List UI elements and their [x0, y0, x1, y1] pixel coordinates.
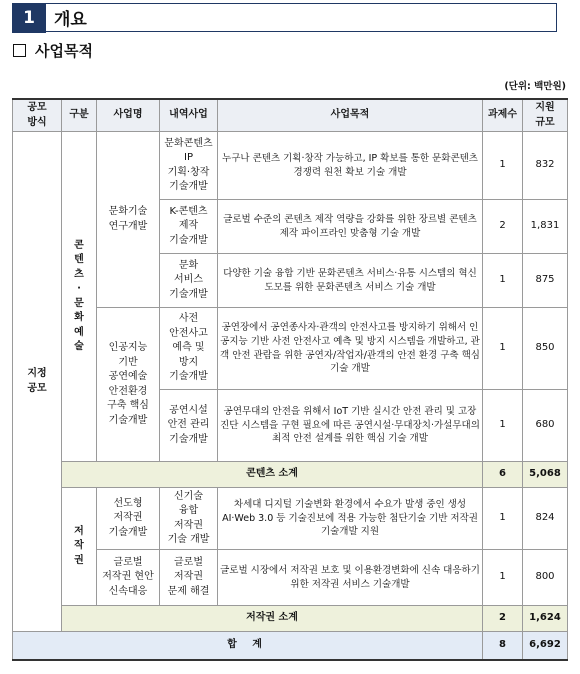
- grand-total-row: [13, 632, 568, 660]
- subtotal-amount: 1,624: [523, 606, 568, 632]
- purpose-cell: 누구나 콘텐츠 기획·창작 가능하고, IP 확보를 통한 문화콘텐츠 경쟁력 원천 확보 기술 개발: [218, 132, 483, 200]
- header-method: 공모 방식: [13, 99, 62, 132]
- subtotal-row: [13, 606, 568, 632]
- total-count: 8: [483, 632, 523, 660]
- purpose-cell: 공연장에서 공연종사자·관객의 안전사고를 방지하기 위해서 인공지능 기반 사전 안전사고 예측 및 방지 시스템을 개발하고, 관객 안전 관람을 위한 공연자/작업자/관객의 안전 환경 구축 핵심기술 개발: [218, 308, 483, 390]
- count-cell: 1: [483, 390, 523, 462]
- count-cell: 1: [483, 308, 523, 390]
- project-cell: 글로벌 저작권 현안 신속대응: [97, 550, 160, 606]
- detail-cell: 글로벌 저작권 문제 해결: [160, 550, 218, 606]
- count-cell: 1: [483, 132, 523, 200]
- amount-cell: 680: [523, 390, 568, 462]
- amount-cell: 832: [523, 132, 568, 200]
- unit-label: (단위: 백만원): [504, 81, 566, 92]
- amount-cell: 1,831: [523, 200, 568, 254]
- amount-cell: 875: [523, 254, 568, 308]
- section-header: [12, 3, 557, 33]
- table-row: [13, 132, 568, 200]
- detail-cell: 공연시설 안전 관리 기술개발: [160, 390, 218, 462]
- purpose-cell: 공연무대의 안전을 위해서 IoT 기반 실시간 안전 관리 및 고장 진단 시스템을 구현 필요에 따른 공연시설·무대장치·가설무대의 최적 안전 설계를 위한 핵심 기술 개발: [218, 390, 483, 462]
- header-count: 과제수: [483, 99, 523, 132]
- subsection-title: 사업목적: [35, 42, 93, 60]
- subsection-heading: [13, 40, 93, 61]
- category-copyright: 저 작 권: [62, 488, 97, 606]
- total-label: 합 계: [13, 632, 483, 660]
- table-header-row: [13, 99, 568, 132]
- purpose-table: [12, 98, 568, 661]
- header-amount: 지원 규모: [523, 99, 568, 132]
- section-title: 개요: [46, 3, 557, 32]
- header-detail: 내역사업: [160, 99, 218, 132]
- detail-cell: 사전 안전사고 예측 및 방지 기술개발: [160, 308, 218, 390]
- table-row: [13, 308, 568, 390]
- category-content: 콘 텐 츠 · 문 화 예 술: [62, 132, 97, 462]
- subtotal-label: 콘텐츠 소계: [62, 462, 483, 488]
- subtotal-row: [13, 462, 568, 488]
- project-cell: 인공지능 기반 공연예술 안전환경 구축 핵심 기술개발: [97, 308, 160, 462]
- detail-cell: K-콘텐츠 제작 기술개발: [160, 200, 218, 254]
- count-cell: 2: [483, 200, 523, 254]
- project-cell: 선도형 저작권 기술개발: [97, 488, 160, 550]
- purpose-cell: 차세대 디지털 기술변화 환경에서 수요가 발생 중인 생성AI·Web 3.0 등 기술진보에 적용 가능한 첨단기술 기반 저작권 기술개발 지원: [218, 488, 483, 550]
- detail-cell: 신기술 융합 저작권 기술 개발: [160, 488, 218, 550]
- table-row: [13, 550, 568, 606]
- subtotal-count: 2: [483, 606, 523, 632]
- header-category: 구분: [62, 99, 97, 132]
- total-amount: 6,692: [523, 632, 568, 660]
- header-project: 사업명: [97, 99, 160, 132]
- count-cell: 1: [483, 550, 523, 606]
- amount-cell: 824: [523, 488, 568, 550]
- purpose-cell: 글로벌 시장에서 저작권 보호 및 이용환경변화에 신속 대응하기 위한 저작권 서비스 기술개발: [218, 550, 483, 606]
- project-cell: 문화기술 연구개발: [97, 132, 160, 308]
- section-number: 1: [12, 3, 46, 33]
- count-cell: 1: [483, 254, 523, 308]
- amount-cell: 800: [523, 550, 568, 606]
- table-row: [13, 488, 568, 550]
- subtotal-count: 6: [483, 462, 523, 488]
- header-purpose: 사업목적: [218, 99, 483, 132]
- detail-cell: 문화 서비스 기술개발: [160, 254, 218, 308]
- square-bullet-icon: [13, 44, 26, 57]
- detail-cell: 문화콘텐츠 IP 기획·창작 기술개발: [160, 132, 218, 200]
- purpose-cell: 글로벌 수준의 콘텐츠 제작 역량을 강화를 위한 장르별 콘텐츠 제작 파이프라인 맞춤형 기술 개발: [218, 200, 483, 254]
- subtotal-label: 저작권 소계: [62, 606, 483, 632]
- count-cell: 1: [483, 488, 523, 550]
- subtotal-amount: 5,068: [523, 462, 568, 488]
- amount-cell: 850: [523, 308, 568, 390]
- method-cell: 지정 공모: [13, 132, 62, 632]
- purpose-cell: 다양한 기술 융합 기반 문화콘텐츠 서비스·유통 시스템의 혁신 도모를 위한 문화콘텐츠 서비스 기술 개발: [218, 254, 483, 308]
